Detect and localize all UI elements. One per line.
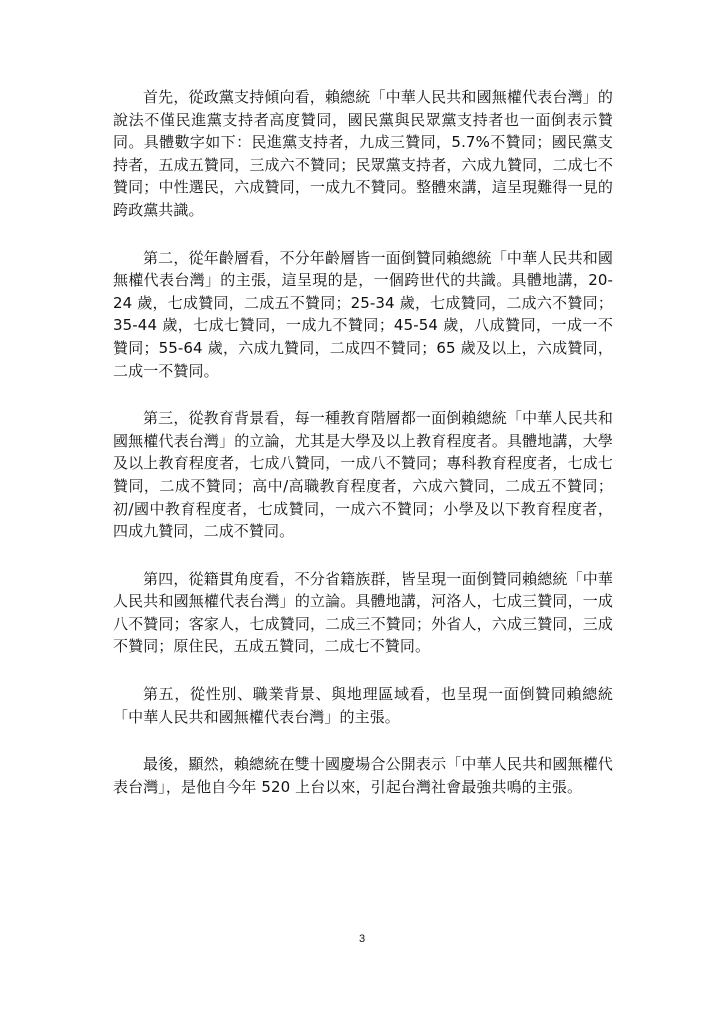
paragraph-party-support: 首先，從政黨支持傾向看，賴總統「中華人民共和國無權代表台灣」的說法不僅民進黨支持者高度贊同，國民黨與民眾黨支持者也一面倒表示贊同。具體數字如下：民進黨支持者，九成三贊同，5.7%不贊同；國民黨支持者，五成五贊同，三成六不贊同；民眾黨支持者，六成九贊同，二成七不贊同；中性選民，六成贊同，一成九不贊同。整體來講，這呈現難得一見的跨政黨共識。 [113,88,613,219]
paragraph-conclusion: 最後，顯然，賴總統在雙十國慶場合公開表示「中華人民共和國無權代表台灣」，是他自今年 520 上台以來，引起台灣社會最強共鳴的主張。 [113,755,613,796]
paragraph-ethnicity: 第四，從籍貫角度看，不分省籍族群，皆呈現一面倒贊同賴總統「中華人民共和國無權代表台灣」的立論。具體地講，河洛人，七成三贊同，一成八不贊同；客家人，七成贊同，二成三不贊同；外省人，六成三贊同，三成不贊同；原住民，五成五贊同，二成七不贊同。 [113,569,613,656]
paragraph-age-group: 第二，從年齡層看，不分年齡層皆一面倒贊同賴總統「中華人民共和國無權代表台灣」的主張，這呈現的是，一個跨世代的共識。具體地講，20-24 歲，七成贊同，二成五不贊同；25-34 歲，七成贊同，二成六不贊同；35-44 歲，七成七贊同，一成九不贊同；45-54 歲，八成贊同，一成一不贊同；55-64 歲，六成九贊同，二成四不贊同；65 歲及以上，六成贊同，二成一不贊同。 [113,248,613,380]
paragraph-education: 第三，從教育背景看，每一種教育階層都一面倒賴總統「中華人民共和國無權代表台灣」的立論，尤其是大學及以上教育程度者。具體地講，大學及以上教育程度者，七成八贊同，一成八不贊同；專科教育程度者，七成七贊同，二成不贊同；高中/高職教育程度者，六成六贊同，二成五不贊同；初/國中教育程度者，七成贊同，一成六不贊同；小學及以下教育程度者，四成九贊同，二成不贊同。 [113,409,613,541]
page-number: 3 [358,933,366,945]
document-body [113,86,613,823]
paragraph-gender-occupation-region: 第五，從性別、職業背景、與地理區域看，也呈現一面倒贊同賴總統「中華人民共和國無權代表台灣」的主張。 [113,685,613,726]
